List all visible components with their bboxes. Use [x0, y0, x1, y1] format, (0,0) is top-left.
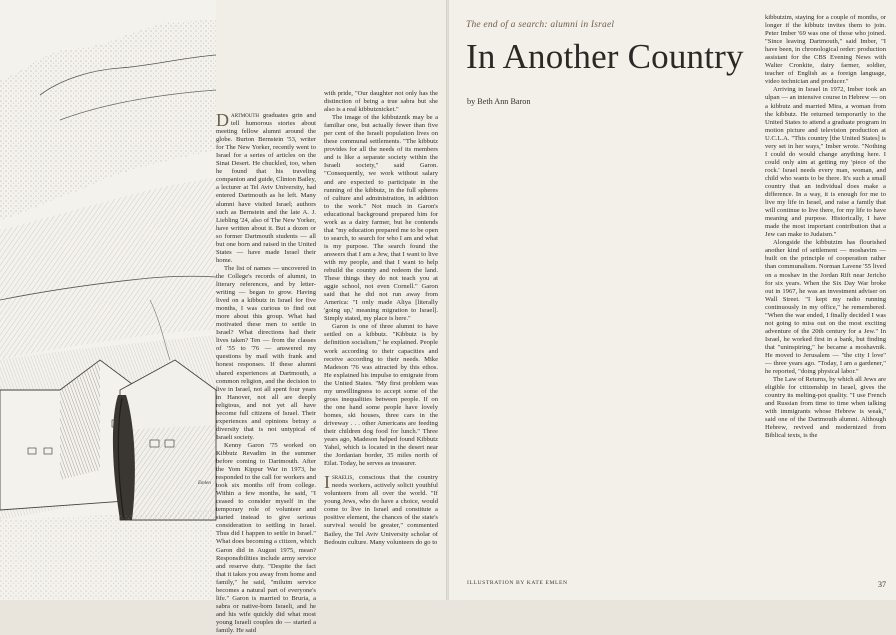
drop-cap: D	[216, 110, 229, 130]
left-page	[0, 0, 446, 634]
paragraph	[324, 474, 438, 546]
lead-smallcaps: artmouth	[231, 112, 260, 119]
artist-signature: Emlen	[198, 481, 211, 486]
page-number: 37	[878, 580, 886, 589]
right-page	[449, 0, 896, 600]
paragraph-text: graduates grin and tell humorous stories about meeting fellow alumni around the globe. Burton Bernstein '53, writer for The New Yorker, recently went to Israel for a series of articles on the Sinai Desert. He chuckled, too, when he found that his traveling companion and guide, Clinton Bailey, a lecturer at Tel Aviv University, had entered Dartmouth as he left. Many alumni have visited Israel; authors such as Bernstein and the late A. J. Liebling '24, also of The New Yorker, have written about it. But a dozen or so former Dartmouth students — all but one born and raised in the United States — have made Israel their home.	[216, 112, 317, 264]
right-column	[765, 14, 886, 440]
paragraph: The image of the kibbutznik may be a familiar one, but actually fewer than five per cent of the Israeli population lives on these communal settlements. "The kibbutz provides for all the needs of its members and is like a separate society within the Israeli society," said Garon. "Consequently, we work without salary and are expected to participate in the running of the kibbutz, in the full spheres of culture and administration, in addition to the work." Not much in Garon's educational background prepared him for work as a dairy farmer, but he contends that "my education prepared me to be open to search, to search for who I am and what is my purpose. The search found the answers that I am a Jew, that I want to live with my people, and that I want to help rebuild the country and redeem the land. These things they do not teach you at aggie school, not even Cornell." Garon said that he did not run away from America: "I only made Aliya [literally 'going up,' meaning migration to Israel]. Simply stated, my place is here."	[324, 114, 438, 323]
illustration-credit: ILLUSTRATION BY KATE EMLEN	[467, 580, 568, 586]
paragraph: Arriving in Israel in 1972, Imber took an ulpan — an intensive course in Hebrew — on a kibbutz and married Mira, a woman from the kibbutz. He returned temporarily to the United States to attend a graduate program in motion picture and television production at U.C.L.A. "This country [the United States] is very set in her ways," Imber wrote. "Nothing I could do would change anything here. I could only aim at getting my 'piece of the rock.' Israel needs every man, woman, and child who wants to be there. It's such a small country that an individual does make a difference. In a way, it is enough for me to live my life in Israel, and raise a family that will continue to live there, for my life to have meaning and purpose. Historically, I have made the most important contribution that a Jew can make to Judaism."	[765, 86, 886, 239]
kicker: The end of a search: alumni in Israel	[466, 20, 615, 30]
paragraph: Garon is one of three alumni to have settled on a kibbutz. "Kibbutz is by definition socialism," he explained. People work according to their capacities and receive according to their needs. Mike Madeson '76 was attracted by this ethos. He explained his impulse to emigrate from the United States. "My first problem was my unwillingness to accept some of the gross inequalities between people. If on the one hand some people have lovely homes, ski houses, three cars in the driveway . . . other Americans are feeding their children dog food for lunch." Three years ago, Madeson helped found Kibbutz Yahel, which is located in the desert near the Jordanian border, 35 miles north of Eilat. Today, he serves as treasurer.	[324, 323, 438, 468]
paragraph: Alongside the kibbutzim has flourished another kind of settlement — moshavim — built on the principle of cooperation rather than communalism. Norman Lavene '55 lived on a moshav in the Jordan Rift near Jericho for six years. When the Six Day War broke out in 1967, he was an investment adviser on Wall Street. "I kept my radio running continuously in my office," he remembered. "When the war ended, I finally decided I was not going to miss out on the most exciting adventure of the 20th century for a Jew." In Israel, he worked first in a bank, but finding that "uninspiring," he became a moshavnik. He moved to Jerusalem — "the city I love" — three years ago. "Today, I am a gardener," he reported, "doing physical labor."	[765, 239, 886, 376]
drop-cap: I	[324, 472, 330, 493]
paragraph: with pride, "Our daughter not only has the distinction of being a true sabra but she also is a real kibbutznicket."	[324, 90, 438, 114]
paragraph	[216, 112, 316, 265]
landscape-illustration	[0, 0, 216, 600]
paragraph: kibbutzim, staying for a couple of months, or longer if the kibbutz invites them to join. Peter Imber '69 was one of those who joined. "Since leaving Dartmouth," said Imber, "I have been, in chronological order: production assistant for the CBS Evening News with Walter Cronkite, dairy farmer, soldier, teacher of English as a foreign language, video technician and producer."	[765, 14, 886, 86]
paragraph-text: , conscious that the country needs workers, actively solicit youthful volunteers from all over the world. "If young Jews, who do have a choice, would come to live in Israel and constitute a positive element, the chances of the state's survival would be greater," commented Bailey, the Tel Aviv University scholar of Bedouin culture. Many volunteers do go to	[324, 474, 438, 546]
article-title: In Another Country	[466, 37, 744, 76]
middle-column	[324, 90, 438, 547]
left-column	[216, 112, 316, 635]
byline: by Beth Ann Baron	[467, 97, 531, 106]
paragraph: Kenny Garon '75 worked on Kibbutz Revadim in the summer before coming to Dartmouth. After the Yom Kippur War in 1973, he responded to the call for workers and took six months off from college. Within a few months, he said, "I ceased to consider myself in the temporary role of volunteer and started instead to give serious consideration to settling in Israel. Thus did I happen to settle in Israel." What does becoming a citizen, which Garon did in August 1975, mean? Responsibilities include army service and reserve duty. "Despite the fact that it takes you away from home and family," he said, "miluim service becomes a natural part of everyone's life." Garon is married to Bruria, a sabra or native-born Israeli, and he and his wife quickly did what most young Israeli couples do — started a family. He said	[216, 441, 316, 634]
paragraph: The Law of Returns, by which all Jews are eligible for citizenship in Israel, gives the country its melting-pot quality. "I use French and Russian from time to time when talking with immigrants whose Hebrew is weak," said one of the Dartmouth alumni. Although Hebrew, revived and modernized from Biblical texts, is the	[765, 376, 886, 440]
lead-smallcaps: sraelis	[332, 474, 353, 482]
paragraph: The list of names — uncovered in the College's records of alumni, in literary references, and by letter-writing — began to grow. Having lived on a kibbutz in Israel for five months, I was curious to find out more about this group. What had motivated these men to settle in Israel? What directions had their lives taken? Ten — from the classes of '55 to '76 — answered my questions by mail with frank and honest responses. If these alumni shared experiences at Dartmouth, a common religion, and the decision to live in Israel, not all spent four years in Hanover, not all are deeply religious, and not yet all have become full citizens of Israel. Their experiences and opinions betray a diversity that is not untypical of Israeli society.	[216, 264, 316, 441]
